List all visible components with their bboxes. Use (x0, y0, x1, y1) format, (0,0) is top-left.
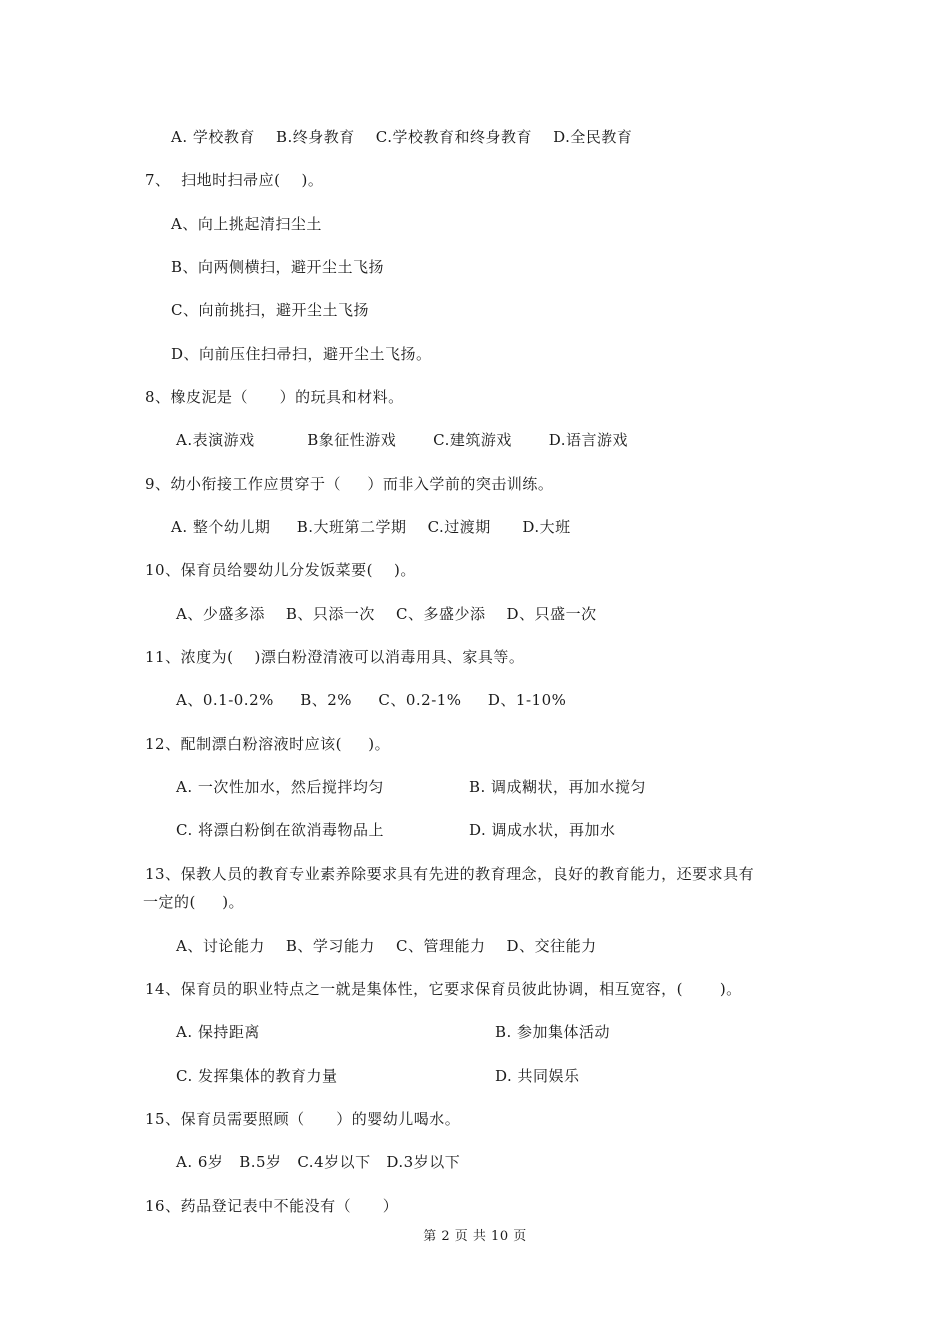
q12-option-a: A. 一次性加水，然后搅拌均匀 (176, 778, 384, 796)
q9-options: A. 整个幼儿期 B.大班第二学期 C.过渡期 D.大班 (171, 518, 571, 536)
q14-option-c: C. 发挥集体的教育力量 (176, 1067, 338, 1085)
q13-stem-line2: 一定的( )。 (143, 893, 245, 911)
q14-option-d: D. 共同娱乐 (495, 1067, 580, 1085)
q13-stem-line1: 13、保教人员的教育专业素养除要求具有先进的教育理念，良好的教育能力，还要求具有 (145, 865, 755, 883)
q14-stem: 14、保育员的职业特点之一就是集体性，它要求保育员彼此协调，相互宽容，( )。 (145, 980, 742, 998)
q15-stem: 15、保育员需要照顾（ ）的婴幼儿喝水。 (145, 1110, 461, 1128)
q14-option-b: B. 参加集体活动 (495, 1023, 611, 1041)
q9-stem: 9、幼小衔接工作应贯穿于（ ）而非入学前的突击训练。 (145, 475, 554, 493)
q15-options: A. 6岁 B.5岁 C.4岁以下 D.3岁以下 (176, 1153, 461, 1171)
q12-stem: 12、配制漂白粉溶液时应该( )。 (145, 735, 391, 753)
q6-options: A. 学校教育 B.终身教育 C.学校教育和终身教育 D.全民教育 (171, 128, 633, 146)
q14-option-a: A. 保持距离 (176, 1023, 260, 1041)
page-footer: 第 2 页 共 10 页 (423, 1229, 527, 1244)
q10-options: A、少盛多添 B、只添一次 C、多盛少添 D、只盛一次 (176, 605, 597, 623)
q12-option-c: C. 将漂白粉倒在欲消毒物品上 (176, 821, 384, 839)
q7-option-b: B、向两侧横扫，避开尘土飞扬 (171, 258, 385, 276)
q8-stem: 8、橡皮泥是（ ）的玩具和材料。 (145, 388, 404, 406)
q12-option-d: D. 调成水状，再加水 (469, 821, 616, 839)
q7-option-d: D、向前压住扫帚扫，避开尘土飞扬。 (171, 345, 432, 363)
q7-option-c: C、向前挑扫，避开尘土飞扬 (171, 301, 369, 319)
q7-stem: 7、 扫地时扫帚应( )。 (145, 171, 324, 189)
q8-options: A.表演游戏 B象征性游戏 C.建筑游戏 D.语言游戏 (176, 431, 629, 449)
q11-options: A、0.1-0.2% B、2% C、0.2-1% D、1-10% (176, 691, 567, 709)
q7-option-a: A、向上挑起清扫尘土 (171, 215, 322, 233)
q10-stem: 10、保育员给婴幼儿分发饭菜要( )。 (145, 561, 416, 579)
q13-options: A、讨论能力 B、学习能力 C、管理能力 D、交往能力 (176, 937, 597, 955)
q11-stem: 11、浓度为( )漂白粉澄清液可以消毒用具、家具等。 (145, 648, 525, 666)
q16-stem: 16、药品登记表中不能没有（ ） (145, 1197, 399, 1215)
q12-option-b: B. 调成糊状，再加水搅匀 (469, 778, 647, 796)
